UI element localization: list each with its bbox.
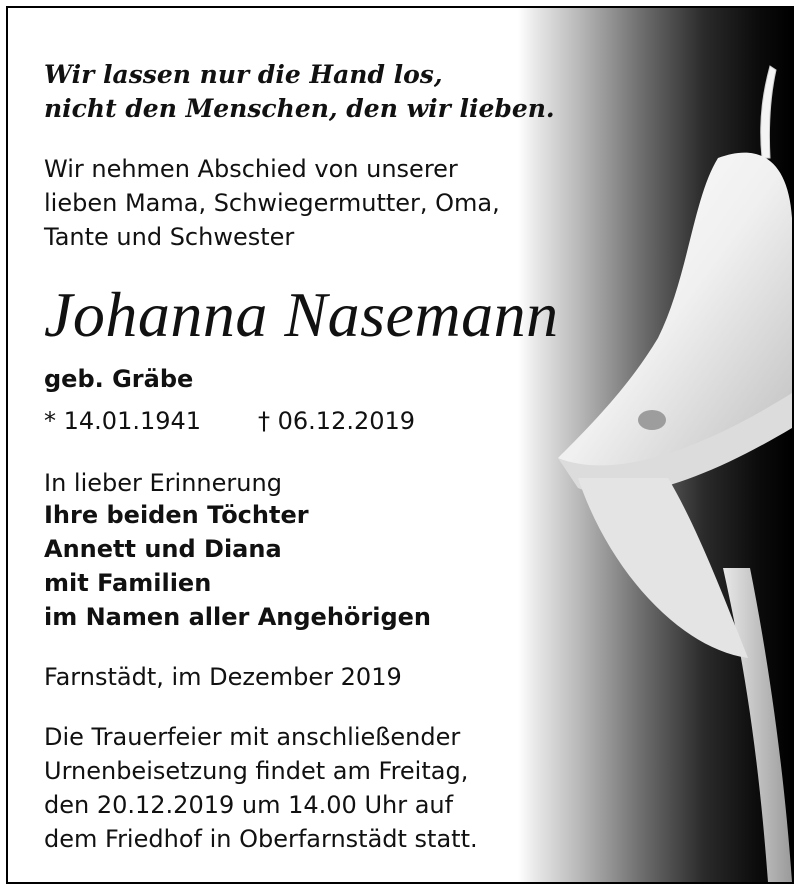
funeral-line-1: Die Trauerfeier mit anschließender bbox=[44, 723, 461, 751]
mourners-line-1: Ihre beiden Töchter bbox=[44, 501, 309, 529]
intro-line-3: Tante und Schwester bbox=[44, 223, 295, 251]
intro-line-1: Wir nehmen Abschied von unserer bbox=[44, 155, 458, 183]
mourners-line-3: mit Familien bbox=[44, 569, 212, 597]
funeral-line-3: den 20.12.2019 um 14.00 Uhr auf bbox=[44, 791, 454, 819]
birth-date: * 14.01.1941 bbox=[44, 407, 202, 435]
maiden-name: geb. Gräbe bbox=[44, 365, 194, 393]
calla-lily-image bbox=[518, 8, 792, 882]
funeral-line-2: Urnenbeisetzung findet am Freitag, bbox=[44, 757, 469, 785]
intro-line-2: lieben Mama, Schwiegermutter, Oma, bbox=[44, 189, 500, 217]
obituary-notice bbox=[6, 6, 794, 884]
remembrance-line: In lieber Erinnerung bbox=[44, 469, 282, 497]
mourners-line-2: Annett und Diana bbox=[44, 535, 282, 563]
deceased-name: Johanna Nasemann bbox=[44, 279, 559, 350]
quote-line-2: nicht den Menschen, den wir lieben. bbox=[44, 94, 555, 123]
death-date: † 06.12.2019 bbox=[258, 407, 416, 435]
funeral-line-4: dem Friedhof in Oberfarnstädt statt. bbox=[44, 825, 478, 853]
life-dates bbox=[44, 406, 464, 436]
mourners-line-4: im Namen aller Angehörigen bbox=[44, 603, 432, 631]
quote-line-1: Wir lassen nur die Hand los, bbox=[44, 60, 443, 89]
calla-lily-icon bbox=[518, 8, 792, 882]
place-date: Farnstädt, im Dezember 2019 bbox=[44, 663, 402, 691]
